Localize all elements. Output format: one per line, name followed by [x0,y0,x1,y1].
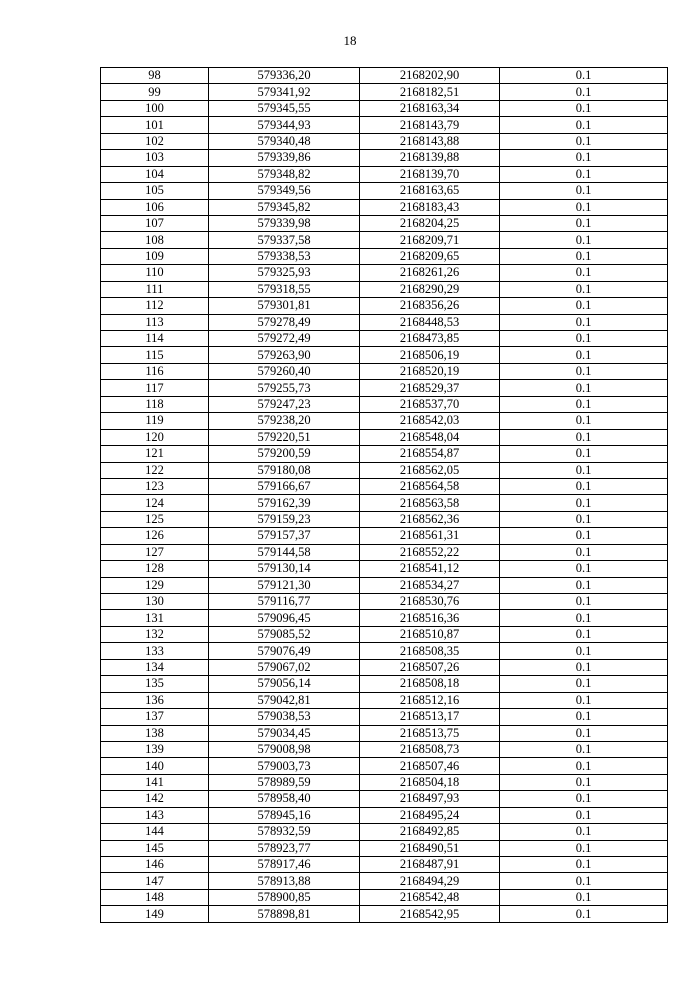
accuracy-cell: 0.1 [500,511,668,527]
x-coordinate-cell: 579340,48 [209,133,360,149]
x-coordinate-cell: 578917,46 [209,857,360,873]
point-number-cell: 103 [101,150,209,166]
accuracy-cell: 0.1 [500,84,668,100]
table-row [101,331,668,347]
y-coordinate-cell: 2168492,85 [360,824,500,840]
table-row [101,281,668,297]
x-coordinate-cell: 579130,14 [209,561,360,577]
table-row [101,791,668,807]
y-coordinate-cell: 2168204,25 [360,215,500,231]
table-row [101,380,668,396]
accuracy-cell: 0.1 [500,561,668,577]
y-coordinate-cell: 2168139,70 [360,166,500,182]
table-row [101,100,668,116]
table-row [101,511,668,527]
accuracy-cell: 0.1 [500,478,668,494]
accuracy-cell: 0.1 [500,446,668,462]
table-row [101,298,668,314]
accuracy-cell: 0.1 [500,215,668,231]
table-row [101,626,668,642]
x-coordinate-cell: 579003,73 [209,758,360,774]
x-coordinate-cell: 579325,93 [209,265,360,281]
y-coordinate-cell: 2168490,51 [360,840,500,856]
y-coordinate-cell: 2168562,36 [360,511,500,527]
table-row [101,857,668,873]
table-row [101,741,668,757]
table-row [101,610,668,626]
point-number-cell: 144 [101,824,209,840]
table-row [101,265,668,281]
coordinates-table [100,67,668,923]
point-number-cell: 147 [101,873,209,889]
table-row [101,774,668,790]
y-coordinate-cell: 2168507,46 [360,758,500,774]
table-row [101,840,668,856]
point-number-cell: 101 [101,117,209,133]
table-row [101,824,668,840]
y-coordinate-cell: 2168529,37 [360,380,500,396]
table-row [101,166,668,182]
x-coordinate-cell: 578932,59 [209,824,360,840]
accuracy-cell: 0.1 [500,807,668,823]
x-coordinate-cell: 579278,49 [209,314,360,330]
accuracy-cell: 0.1 [500,610,668,626]
accuracy-cell: 0.1 [500,643,668,659]
table-row [101,544,668,560]
x-coordinate-cell: 579318,55 [209,281,360,297]
table-row [101,676,668,692]
table-row [101,807,668,823]
accuracy-cell: 0.1 [500,265,668,281]
table-row [101,577,668,593]
table-row [101,528,668,544]
x-coordinate-cell: 578923,77 [209,840,360,856]
y-coordinate-cell: 2168563,58 [360,495,500,511]
accuracy-cell: 0.1 [500,429,668,445]
accuracy-cell: 0.1 [500,626,668,642]
accuracy-cell: 0.1 [500,298,668,314]
accuracy-cell: 0.1 [500,725,668,741]
accuracy-cell: 0.1 [500,709,668,725]
x-coordinate-cell: 579038,53 [209,709,360,725]
accuracy-cell: 0.1 [500,232,668,248]
point-number-cell: 145 [101,840,209,856]
y-coordinate-cell: 2168261,26 [360,265,500,281]
x-coordinate-cell: 579162,39 [209,495,360,511]
table-row [101,594,668,610]
point-number-cell: 110 [101,265,209,281]
accuracy-cell: 0.1 [500,150,668,166]
accuracy-cell: 0.1 [500,791,668,807]
x-coordinate-cell: 579339,86 [209,150,360,166]
accuracy-cell: 0.1 [500,676,668,692]
x-coordinate-cell: 579260,40 [209,363,360,379]
accuracy-cell: 0.1 [500,495,668,511]
x-coordinate-cell: 579042,81 [209,692,360,708]
accuracy-cell: 0.1 [500,117,668,133]
accuracy-cell: 0.1 [500,133,668,149]
accuracy-cell: 0.1 [500,166,668,182]
y-coordinate-cell: 2168508,18 [360,676,500,692]
point-number-cell: 98 [101,68,209,84]
accuracy-cell: 0.1 [500,857,668,873]
point-number-cell: 111 [101,281,209,297]
table-row [101,659,668,675]
accuracy-cell: 0.1 [500,380,668,396]
table-row [101,495,668,511]
table-row [101,561,668,577]
y-coordinate-cell: 2168448,53 [360,314,500,330]
y-coordinate-cell: 2168506,19 [360,347,500,363]
table-row [101,643,668,659]
point-number-cell: 140 [101,758,209,774]
x-coordinate-cell: 579247,23 [209,396,360,412]
y-coordinate-cell: 2168541,12 [360,561,500,577]
y-coordinate-cell: 2168534,27 [360,577,500,593]
point-number-cell: 134 [101,659,209,675]
x-coordinate-cell: 578989,59 [209,774,360,790]
point-number-cell: 136 [101,692,209,708]
accuracy-cell: 0.1 [500,68,668,84]
x-coordinate-cell: 579166,67 [209,478,360,494]
x-coordinate-cell: 579255,73 [209,380,360,396]
y-coordinate-cell: 2168564,58 [360,478,500,494]
y-coordinate-cell: 2168209,71 [360,232,500,248]
x-coordinate-cell: 578958,40 [209,791,360,807]
y-coordinate-cell: 2168513,17 [360,709,500,725]
point-number-cell: 107 [101,215,209,231]
point-number-cell: 116 [101,363,209,379]
y-coordinate-cell: 2168356,26 [360,298,500,314]
table-row [101,873,668,889]
point-number-cell: 125 [101,511,209,527]
y-coordinate-cell: 2168537,70 [360,396,500,412]
point-number-cell: 109 [101,248,209,264]
x-coordinate-cell: 579345,55 [209,100,360,116]
table-row [101,758,668,774]
y-coordinate-cell: 2168542,03 [360,413,500,429]
accuracy-cell: 0.1 [500,774,668,790]
table-row [101,429,668,445]
y-coordinate-cell: 2168487,91 [360,857,500,873]
table-row [101,396,668,412]
table-row [101,215,668,231]
accuracy-cell: 0.1 [500,396,668,412]
x-coordinate-cell: 579263,90 [209,347,360,363]
y-coordinate-cell: 2168512,16 [360,692,500,708]
y-coordinate-cell: 2168182,51 [360,84,500,100]
x-coordinate-cell: 579159,23 [209,511,360,527]
table-row [101,314,668,330]
point-number-cell: 99 [101,84,209,100]
x-coordinate-cell: 579180,08 [209,462,360,478]
x-coordinate-cell: 579067,02 [209,659,360,675]
accuracy-cell: 0.1 [500,840,668,856]
point-number-cell: 132 [101,626,209,642]
accuracy-cell: 0.1 [500,544,668,560]
table-row [101,906,668,922]
point-number-cell: 128 [101,561,209,577]
x-coordinate-cell: 578913,88 [209,873,360,889]
table-row [101,150,668,166]
x-coordinate-cell: 579116,77 [209,594,360,610]
accuracy-cell: 0.1 [500,331,668,347]
accuracy-cell: 0.1 [500,692,668,708]
y-coordinate-cell: 2168508,73 [360,741,500,757]
point-number-cell: 115 [101,347,209,363]
point-number-cell: 114 [101,331,209,347]
y-coordinate-cell: 2168497,93 [360,791,500,807]
x-coordinate-cell: 579085,52 [209,626,360,642]
table-row [101,363,668,379]
point-number-cell: 142 [101,791,209,807]
table-row [101,462,668,478]
y-coordinate-cell: 2168513,75 [360,725,500,741]
table-row [101,725,668,741]
y-coordinate-cell: 2168202,90 [360,68,500,84]
page-number: 18 [343,33,357,48]
y-coordinate-cell: 2168183,43 [360,199,500,215]
point-number-cell: 100 [101,100,209,116]
point-number-cell: 141 [101,774,209,790]
point-number-cell: 119 [101,413,209,429]
y-coordinate-cell: 2168209,65 [360,248,500,264]
table-row [101,347,668,363]
accuracy-cell: 0.1 [500,100,668,116]
y-coordinate-cell: 2168139,88 [360,150,500,166]
point-number-cell: 143 [101,807,209,823]
accuracy-cell: 0.1 [500,281,668,297]
x-coordinate-cell: 579034,45 [209,725,360,741]
y-coordinate-cell: 2168530,76 [360,594,500,610]
accuracy-cell: 0.1 [500,347,668,363]
x-coordinate-cell: 579337,58 [209,232,360,248]
point-number-cell: 102 [101,133,209,149]
table-row [101,478,668,494]
y-coordinate-cell: 2168494,29 [360,873,500,889]
accuracy-cell: 0.1 [500,248,668,264]
x-coordinate-cell: 579220,51 [209,429,360,445]
table-row [101,413,668,429]
accuracy-cell: 0.1 [500,363,668,379]
y-coordinate-cell: 2168163,65 [360,183,500,199]
point-number-cell: 106 [101,199,209,215]
y-coordinate-cell: 2168554,87 [360,446,500,462]
x-coordinate-cell: 579056,14 [209,676,360,692]
point-number-cell: 105 [101,183,209,199]
accuracy-cell: 0.1 [500,462,668,478]
table-row [101,248,668,264]
point-number-cell: 108 [101,232,209,248]
x-coordinate-cell: 578945,16 [209,807,360,823]
y-coordinate-cell: 2168507,26 [360,659,500,675]
accuracy-cell: 0.1 [500,873,668,889]
x-coordinate-cell: 579341,92 [209,84,360,100]
point-number-cell: 121 [101,446,209,462]
x-coordinate-cell: 579272,49 [209,331,360,347]
point-number-cell: 133 [101,643,209,659]
y-coordinate-cell: 2168516,36 [360,610,500,626]
x-coordinate-cell: 578898,81 [209,906,360,922]
y-coordinate-cell: 2168561,31 [360,528,500,544]
x-coordinate-cell: 579096,45 [209,610,360,626]
y-coordinate-cell: 2168542,48 [360,889,500,905]
point-number-cell: 135 [101,676,209,692]
x-coordinate-cell: 579344,93 [209,117,360,133]
accuracy-cell: 0.1 [500,824,668,840]
x-coordinate-cell: 578900,85 [209,889,360,905]
table-row [101,446,668,462]
accuracy-cell: 0.1 [500,199,668,215]
point-number-cell: 127 [101,544,209,560]
point-number-cell: 131 [101,610,209,626]
x-coordinate-cell: 579336,20 [209,68,360,84]
table-row [101,183,668,199]
y-coordinate-cell: 2168495,24 [360,807,500,823]
point-number-cell: 149 [101,906,209,922]
y-coordinate-cell: 2168143,88 [360,133,500,149]
table-row [101,84,668,100]
table-row [101,68,668,84]
x-coordinate-cell: 579339,98 [209,215,360,231]
x-coordinate-cell: 579157,37 [209,528,360,544]
y-coordinate-cell: 2168163,34 [360,100,500,116]
y-coordinate-cell: 2168520,19 [360,363,500,379]
y-coordinate-cell: 2168548,04 [360,429,500,445]
x-coordinate-cell: 579345,82 [209,199,360,215]
accuracy-cell: 0.1 [500,758,668,774]
point-number-cell: 112 [101,298,209,314]
point-number-cell: 123 [101,478,209,494]
x-coordinate-cell: 579076,49 [209,643,360,659]
point-number-cell: 138 [101,725,209,741]
y-coordinate-cell: 2168290,29 [360,281,500,297]
x-coordinate-cell: 579338,53 [209,248,360,264]
point-number-cell: 130 [101,594,209,610]
accuracy-cell: 0.1 [500,413,668,429]
x-coordinate-cell: 579008,98 [209,741,360,757]
table-row [101,199,668,215]
point-number-cell: 137 [101,709,209,725]
point-number-cell: 104 [101,166,209,182]
table-row [101,133,668,149]
x-coordinate-cell: 579349,56 [209,183,360,199]
table-row [101,889,668,905]
accuracy-cell: 0.1 [500,594,668,610]
accuracy-cell: 0.1 [500,889,668,905]
point-number-cell: 146 [101,857,209,873]
x-coordinate-cell: 579200,59 [209,446,360,462]
point-number-cell: 113 [101,314,209,330]
y-coordinate-cell: 2168510,87 [360,626,500,642]
point-number-cell: 118 [101,396,209,412]
accuracy-cell: 0.1 [500,183,668,199]
point-number-cell: 126 [101,528,209,544]
y-coordinate-cell: 2168143,79 [360,117,500,133]
x-coordinate-cell: 579348,82 [209,166,360,182]
y-coordinate-cell: 2168542,95 [360,906,500,922]
point-number-cell: 124 [101,495,209,511]
accuracy-cell: 0.1 [500,906,668,922]
x-coordinate-cell: 579121,30 [209,577,360,593]
x-coordinate-cell: 579144,58 [209,544,360,560]
table-row [101,692,668,708]
table-row [101,117,668,133]
point-number-cell: 129 [101,577,209,593]
accuracy-cell: 0.1 [500,577,668,593]
y-coordinate-cell: 2168504,18 [360,774,500,790]
y-coordinate-cell: 2168562,05 [360,462,500,478]
accuracy-cell: 0.1 [500,528,668,544]
coordinates-table-body [101,68,668,923]
table-row [101,232,668,248]
y-coordinate-cell: 2168552,22 [360,544,500,560]
point-number-cell: 148 [101,889,209,905]
accuracy-cell: 0.1 [500,314,668,330]
point-number-cell: 139 [101,741,209,757]
x-coordinate-cell: 579238,20 [209,413,360,429]
point-number-cell: 120 [101,429,209,445]
y-coordinate-cell: 2168508,35 [360,643,500,659]
table-row [101,709,668,725]
point-number-cell: 122 [101,462,209,478]
accuracy-cell: 0.1 [500,659,668,675]
accuracy-cell: 0.1 [500,741,668,757]
x-coordinate-cell: 579301,81 [209,298,360,314]
y-coordinate-cell: 2168473,85 [360,331,500,347]
point-number-cell: 117 [101,380,209,396]
